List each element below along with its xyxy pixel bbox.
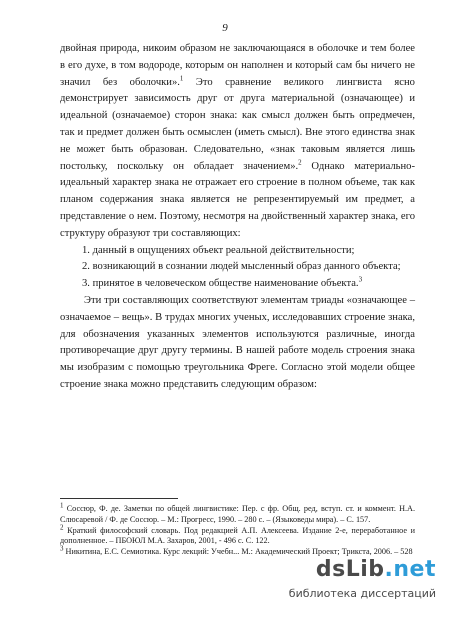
list-item xyxy=(60,276,415,293)
footnote-text: Краткий философский словарь. Под редакцией А.П. Алексеева. Издание 2-е, переработанное и дополненное. – ПБОЮЛ М.А. Захаров, 2001, - 496 с. С. 122. xyxy=(60,525,415,546)
footnote-2 xyxy=(60,522,415,548)
footnote-ref-2[interactable]: 2 xyxy=(298,158,302,167)
watermark-logo xyxy=(236,557,436,582)
paragraph-1 xyxy=(60,41,415,243)
footnote-mark: 3 xyxy=(60,544,64,553)
watermark-subtitle: библиотека диссертаций xyxy=(288,587,436,600)
footnote-mark: 1 xyxy=(60,501,64,510)
footnote-ref-3[interactable]: 3 xyxy=(358,275,363,284)
footnote-1 xyxy=(60,501,415,526)
paragraph-1-continued: Это сравнение великого лингвиста ясно демонстрирует зависимость друг от друга материальной (означающее) и идеальной (означаемое) сторон знака: как смысл должен быть опредмечен, так и предмет должен быть осмыслен (иметь смысл). Вне этого единства знак не может быть образован. Следовательно, «знак таковым является лишь постольку, поскольку он обладает значением». xyxy=(60,76,415,172)
list-item: 1. данный в ощущениях объект реальной действительности; xyxy=(82,244,355,256)
paragraph-2: Эти три составляющих соответствуют элементам триады «означающее – означаемое – вещь». В трудах многих ученых, исследовавших строение знака, для обозначения указанных элементов используются различные, иногда противоречащие друг другу термины. В нашей работе модель строения знака мы изобразим с помощью треугольника Фреге. Согласно этой модели общее строение знака можно представить следующим образом: xyxy=(60,294,415,390)
footnote-text: Соссюр, Ф. де. Заметки по общей лингвистике: Пер. с фр. Общ. ред, вступ. ст. и коммент. Н.А. Слюсаревой / Ф. де Соссюр. – М.: Прогресс, 1990. – 280 с. – (Языковеды мира). – С. 157. xyxy=(60,504,415,524)
watermark xyxy=(236,557,436,611)
main-text xyxy=(60,41,415,394)
paragraph-1-end: Однако материально-идеальный характер знака не отражает его строение в полном объеме, так как планом содержания знака является не репрезентируемый им предмет, а представление о нем. Поэтому, несмотря на двойственный характер знака, его структуру образуют три составляющих: xyxy=(60,160,415,239)
list-item-text: 3. принятое в человеческом обществе наименование объекта. xyxy=(82,278,359,290)
footnote-text: Никитина, Е.С. Семиотика. Курс лекций: Учебн... М.: Академический Проект; Трикста, 2006. – 528 xyxy=(63,547,413,557)
paragraph-1-text: двойная природа, никоим образом не заключающаяся в оболочке и тем более в его духе, в том водороде, которым он наполнен и который сам бы ничего не значил без оболочки». xyxy=(60,43,415,88)
footnotes xyxy=(60,501,415,558)
footnote-divider xyxy=(60,498,178,499)
watermark-logo-main: dsLib xyxy=(315,557,385,582)
component-list xyxy=(60,243,415,293)
watermark-logo-tld: .net xyxy=(384,557,436,582)
footnote-mark: 2 xyxy=(60,522,64,531)
list-item: 2. возникающий в сознании людей мысленный образ данного объекта; xyxy=(82,261,401,273)
page-number: 9 xyxy=(222,22,228,34)
footnote-ref-1[interactable]: 1 xyxy=(179,74,184,83)
